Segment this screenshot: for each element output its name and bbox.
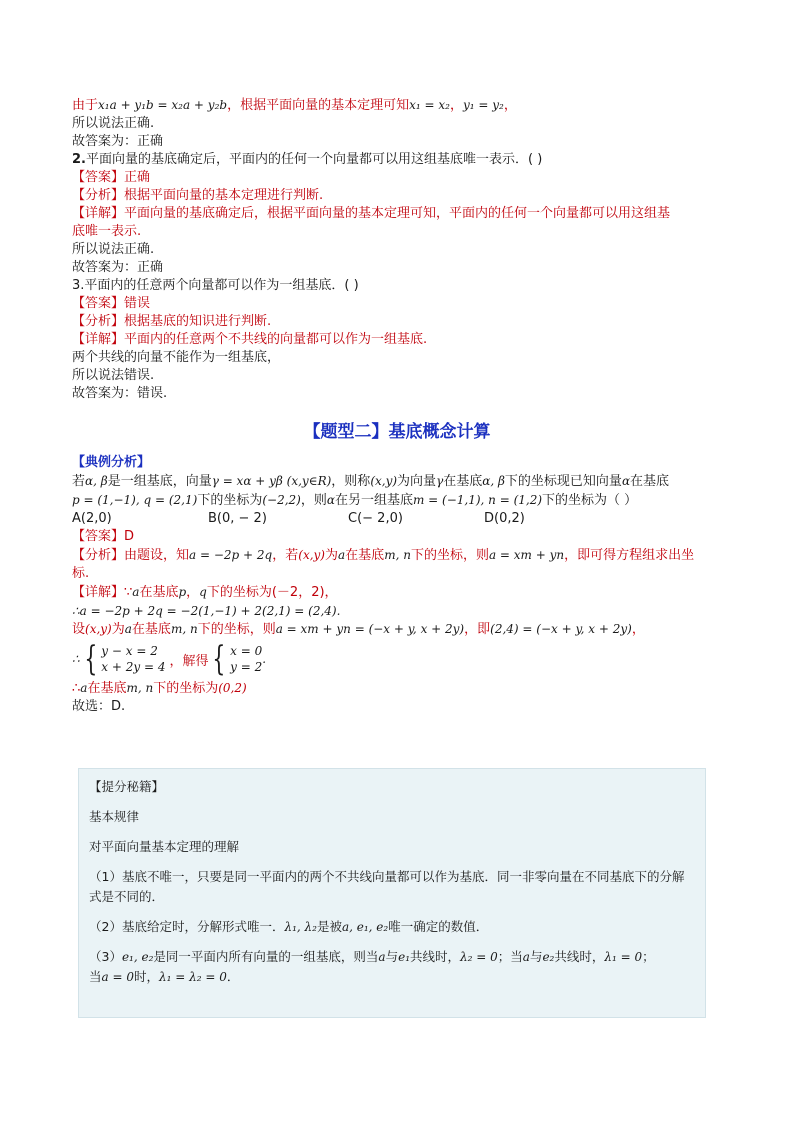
example-detail-step1: ∴a = −2p + 2q = −2(1,−1) + 2(2,1) = (2,4). [72, 604, 341, 618]
answer-tag: 【答案】 [72, 296, 125, 311]
q1-derivation [72, 96, 722, 115]
detail-text: 平面内的任意两个不共线的向量都可以作为一组基底. [124, 332, 428, 347]
tips-text: 共线时， [554, 949, 605, 964]
example-equation-system [72, 639, 722, 679]
stem-math: α [326, 493, 335, 507]
q1-final-answer: 故答案为：正确 [72, 134, 164, 149]
equation-system-2 [208, 639, 263, 679]
q2-conclusion: 所以说法正确. [72, 242, 155, 257]
q2-stem [72, 151, 722, 169]
equation-system-1 [80, 639, 166, 679]
option-d: D(0,2) [484, 511, 525, 526]
tips-point-3 [89, 947, 695, 987]
left-brace-icon: { [212, 639, 226, 679]
detail-math: a = xm + yn = (−x + y, x + 2y) [275, 622, 465, 636]
detail-text: 在基底 [139, 585, 179, 600]
analysis-math: a [338, 548, 346, 562]
detail-math: (0,2) [218, 681, 247, 695]
period: . [262, 652, 267, 666]
stem-text: 为向量 [397, 474, 437, 489]
tips-math: λ₁, λ₂ [284, 920, 317, 934]
q1-text: ，根据平面向量的基本定理可知 [227, 98, 410, 113]
answer-tag: 【答案】 [72, 529, 125, 544]
detail-math: (x,y) [85, 622, 112, 636]
analysis-text: 为 [325, 548, 339, 563]
tips-text: （2）基底给定时，分解形式唯一． [89, 919, 285, 934]
detail-tag: 【详解】 [72, 206, 125, 221]
answer-value: 正确 [124, 170, 151, 185]
analysis-math: (x,y) [298, 548, 325, 562]
analysis-text: 在基底 [345, 548, 385, 563]
therefore-symbol: ∴ [72, 652, 80, 666]
left-brace-icon: { [83, 639, 97, 679]
tips-text: 是同一平面内所有向量的一组基底，则当 [153, 949, 379, 964]
document-page [72, 96, 722, 716]
analysis-math: a = xm + yn [488, 548, 565, 562]
tips-math: e₂ [542, 950, 555, 964]
equation-row: x + 2y = 4 [101, 660, 166, 674]
detail-text: ，即 [464, 622, 491, 637]
detail-text: 下的坐标为 [153, 681, 219, 696]
answer-value: D [124, 529, 135, 544]
tips-box [78, 768, 706, 1018]
analysis-math: m, n [384, 548, 411, 562]
example-analysis [72, 546, 722, 565]
q1-math: x₁ = x₂ [409, 98, 450, 112]
q1-math: x₁a + y₁b = x₂a + y₂b [98, 98, 228, 112]
detail-text: ∵ [124, 585, 133, 600]
tips-point-1: （1）基底不唯一，只要是同一平面内的两个不共线向量都可以作为基底．同一非零向量在不同基底下的分解式是不同的． [89, 869, 685, 904]
stem-math: α, β [85, 474, 108, 488]
detail-tag: 【详解】 [72, 585, 125, 600]
detail-text: 为 [111, 622, 125, 637]
tips-text: ． [226, 969, 240, 984]
stem-text: 下的坐标为 [197, 493, 263, 508]
option-c: C(− 2,0) [348, 511, 403, 526]
tips-text: 共线时， [410, 949, 461, 964]
detail-math: q [199, 585, 207, 599]
example-answer [72, 528, 722, 546]
q2-stem-text: 平面向量的基底确定后，平面内的任何一个向量都可以用这组基底唯一表示．( ) [85, 152, 543, 167]
tips-text: 唯一确定的数值． [388, 919, 489, 934]
q2-detail-cont: 底唯一表示. [72, 224, 142, 239]
example-detail-step2 [72, 620, 722, 639]
analysis-math: a = −2p + 2q [189, 548, 273, 562]
tips-math: a [522, 950, 530, 964]
example-final-choice: 故选：D. [72, 699, 126, 714]
stem-math: α, β [482, 474, 505, 488]
tips-text: 与 [529, 949, 543, 964]
tips-math: λ₁ = λ₂ = 0 [159, 970, 227, 984]
stem-text: 下的坐标为（ ） [542, 493, 638, 508]
analysis-text: 由题设，知 [124, 548, 190, 563]
tips-math: a [378, 950, 386, 964]
equation-row: y = 2 [230, 660, 263, 674]
equation-row: x = 0 [230, 644, 263, 658]
detail-math: m, n [170, 622, 198, 636]
tips-text: ；当 [497, 949, 523, 964]
equation-row: y − x = 2 [101, 644, 158, 658]
tips-text: 时， [134, 969, 160, 984]
analysis-text: 下的坐标，则 [410, 548, 489, 563]
tips-text: 是被 [316, 919, 342, 934]
stem-text: 是一组基底，向量 [107, 474, 212, 489]
detail-math: m, n [126, 681, 154, 695]
analysis-tag: 【分析】 [72, 548, 125, 563]
q2-answer [72, 169, 722, 187]
q3-conclusion: 所以说法错误. [72, 368, 155, 383]
tips-math: λ₂ = 0 [460, 950, 498, 964]
stem-text: 下的坐标现已知向量 [504, 474, 622, 489]
q1-math: y₁ = y₂ [462, 98, 504, 112]
option-b: B(0, − 2) [208, 511, 267, 526]
q3-analysis [72, 313, 722, 331]
detail-math: a [132, 585, 140, 599]
stem-text: 若 [72, 474, 86, 489]
q1-conclusion: 所以说法正确. [72, 116, 155, 131]
tips-math: e₁ [398, 950, 411, 964]
section-title: 【题型二】基底概念计算 [303, 422, 491, 442]
q2-analysis [72, 187, 722, 205]
detail-math: p [178, 585, 187, 599]
stem-text: ，则 [300, 493, 327, 508]
q3-final-answer: 故答案为：错误. [72, 386, 168, 401]
example-options [72, 510, 722, 528]
q2-number: 2. [72, 152, 86, 167]
tips-math: a = 0 [101, 970, 134, 984]
example-detail [72, 583, 722, 602]
tips-math: e₁, e₂ [121, 950, 154, 964]
tips-title: 【提分秘籍】 [89, 779, 165, 794]
q1-text: ， [503, 98, 517, 113]
stem-math: (x,y) [370, 474, 398, 488]
tips-math: λ₁ = 0 [604, 950, 643, 964]
stem-text: 在另一组基底 [334, 493, 413, 508]
stem-math: m = (−1,1), n = (1,2) [412, 493, 543, 507]
detail-text: ， [186, 585, 200, 600]
detail-math: a [80, 681, 88, 695]
detail-math: (2,4) = (−x + y, x + 2y) [490, 622, 632, 636]
example-tag: 【典例分析】 [72, 455, 151, 470]
analysis-text: 根据基底的知识进行判断. [124, 314, 272, 329]
analysis-tag: 【分析】 [72, 314, 125, 329]
answer-value: 错误 [124, 296, 151, 311]
tips-text: ； [642, 949, 655, 964]
analysis-text: 根据平面向量的基本定理进行判断. [124, 188, 324, 203]
tips-text: 当 [89, 969, 102, 984]
stem-text: ，则称 [331, 474, 371, 489]
detail-text: 平面向量的基底确定后，根据平面向量的基本定理可知，平面内的任何一个向量都可以用这组基 [124, 206, 671, 221]
stem-math: (−2,2) [262, 493, 301, 507]
q1-text: 由于 [72, 98, 99, 113]
stem-math: γ = xα + yβ (x,y∈R) [211, 474, 332, 488]
q2-final-answer: 故答案为：正确 [72, 260, 164, 275]
q3-answer [72, 295, 722, 313]
detail-math: a [124, 622, 132, 636]
detail-tag: 【详解】 [72, 332, 125, 347]
analysis-text: ，若 [272, 548, 299, 563]
q3-reason: 两个共线的向量不能作为一组基底， [72, 350, 281, 365]
detail-text: ， [631, 622, 645, 637]
detail-text: 设 [72, 622, 86, 637]
tips-subtitle: 基本规律 [89, 809, 140, 824]
detail-text: ∴ [72, 681, 81, 696]
detail-text: 在基底 [87, 681, 127, 696]
q3-stem: 3.平面内的任意两个向量都可以作为一组基底．( ) [72, 278, 359, 293]
detail-text: 下的坐标，则 [197, 622, 276, 637]
stem-text: 在基底 [443, 474, 483, 489]
detail-text: 在基底 [131, 622, 171, 637]
stem-math: α [621, 474, 631, 488]
q1-text: ， [449, 98, 463, 113]
stem-math: γ [436, 474, 444, 488]
example-stem-line2 [72, 491, 722, 510]
tips-point-2 [89, 917, 695, 937]
answer-tag: 【答案】 [72, 170, 125, 185]
tips-text: （3） [89, 949, 122, 964]
example-stem-line1 [72, 472, 722, 491]
option-a: A(2,0) [72, 511, 112, 526]
analysis-tag: 【分析】 [72, 188, 125, 203]
stem-math: p = (1,−1), q = (2,1) [72, 493, 198, 507]
example-detail-result [72, 679, 722, 698]
tips-text: 与 [385, 949, 399, 964]
example-analysis-cont: 标. [72, 566, 90, 581]
tips-heading: 对平面向量基本定理的理解 [89, 839, 240, 854]
analysis-text: ，即可得方程组求出坐 [564, 548, 695, 563]
stem-text: 在基底 [630, 474, 670, 489]
q3-detail [72, 331, 722, 349]
solve-text: ，解得 [169, 653, 209, 669]
q2-detail [72, 205, 722, 223]
detail-text: 下的坐标为(－2，2)， [206, 585, 338, 600]
tips-math: a, e₁, e₂ [341, 920, 389, 934]
